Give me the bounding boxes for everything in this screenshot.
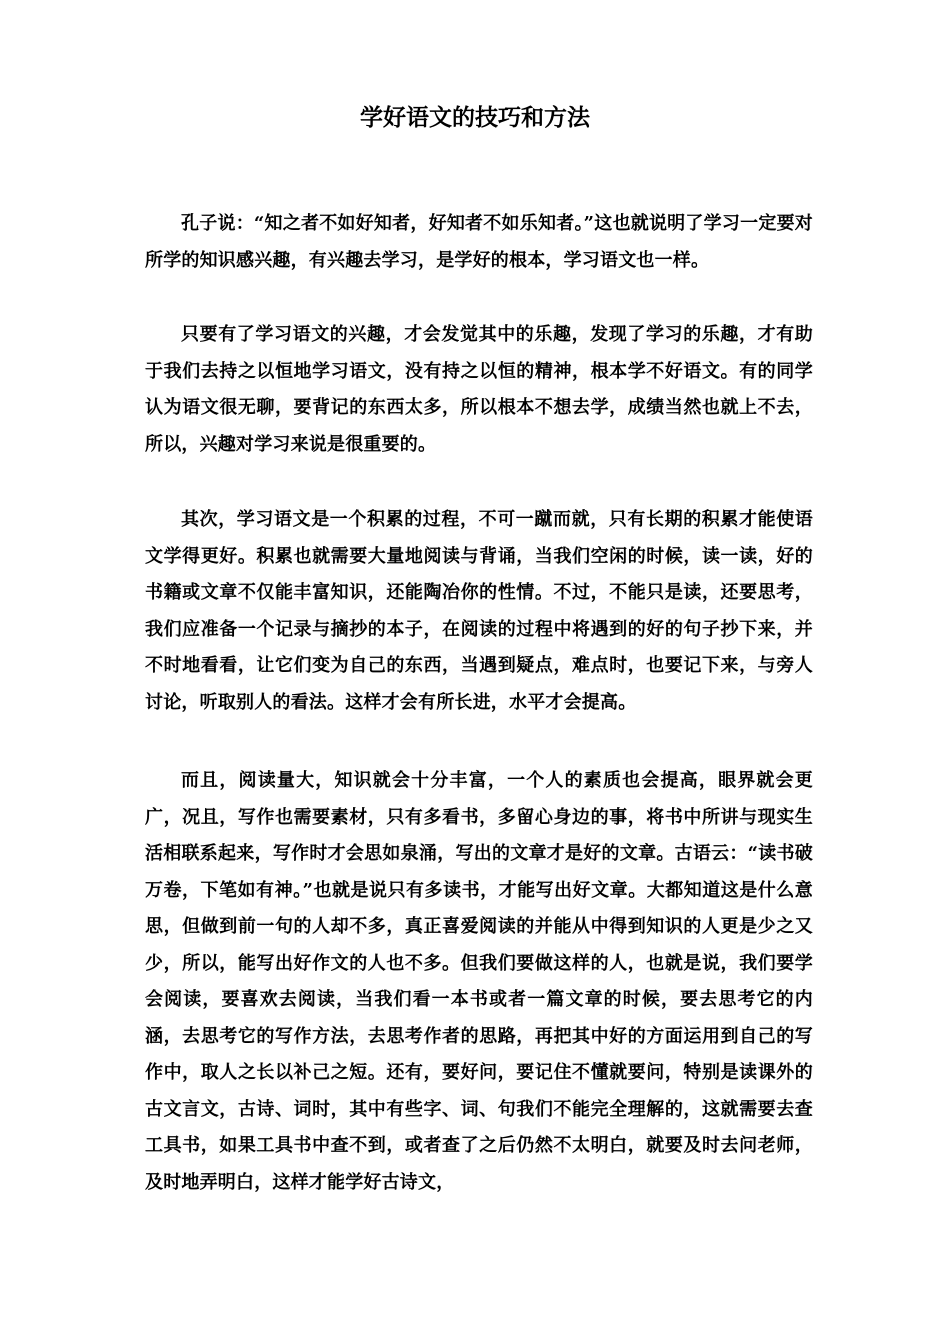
paragraph: 孔子说：“知之者不如好知者，好知者不如乐知者。”这也就说明了学习一定要对所学的知识感兴趣，有兴趣去学习，是学好的根本，学习语文也一样。 <box>145 213 813 271</box>
paragraph: 而且，阅读量大，知识就会十分丰富，一个人的素质也会提高，眼界就会更广，况且，写作也需要素材，只有多看书，多留心身边的事，将书中所讲与现实生活相联系起来，写作时才会思如泉涌，写出的文章才是好的文章。古语云：“读书破万卷，下笔如有神。”也就是说只有多读书，才能写出好文章。大都知道这是什么意思，但做到前一句的人却不多，真正喜爱阅读的并能从中得到知识的人更是少之又少，所以，能写出好作文的人也不多。但我们要做这样的人，也就是说，我们要学会阅读，要喜欢去阅读，当我们看一本书或者一篇文章的时候，要去思考它的内涵，去思考它的写作方法，去思考作者的思路，再把其中好的方面运用到自己的写作中，取人之长以补己之短。还有，要好问，要记住不懂就要问，特别是读课外的古文言文，古诗、词时，其中有些字、词、句我们不能完全理解的，这就需要去查工具书，如果工具书中查不到，或者查了之后仍然不太明白，就要及时去问老师，及时地弄明白，这样才能学好古诗文， <box>145 770 813 1193</box>
document-title: 学好语文的技巧和方法 <box>360 104 590 131</box>
paragraph: 只要有了学习语文的兴趣，才会发觉其中的乐趣，发现了学习的乐趣，才有助于我们去持之以恒地学习语文，没有持之以恒的精神，根本学不好语文。有的同学认为语文很无聊，要背记的东西太多，所以根本不想去学，成绩当然也就上不去，所以，兴趣对学习来说是很重要的。 <box>145 324 813 455</box>
paragraph: 其次，学习语文是一个积累的过程，不可一蹴而就，只有长期的积累才能使语文学得更好。积累也就需要大量地阅读与背诵，当我们空闲的时候，读一读，好的书籍或文章不仅能丰富知识，还能陶冶你的性情。不过，不能只是读，还要思考，我们应准备一个记录与摘抄的本子，在阅读的过程中将遇到的好的句子抄下来，并不时地看看，让它们变为自己的东西，当遇到疑点，难点时，也要记下来，与旁人讨论，听取别人的看法。这样才会有所长进，水平才会提高。 <box>145 509 813 713</box>
